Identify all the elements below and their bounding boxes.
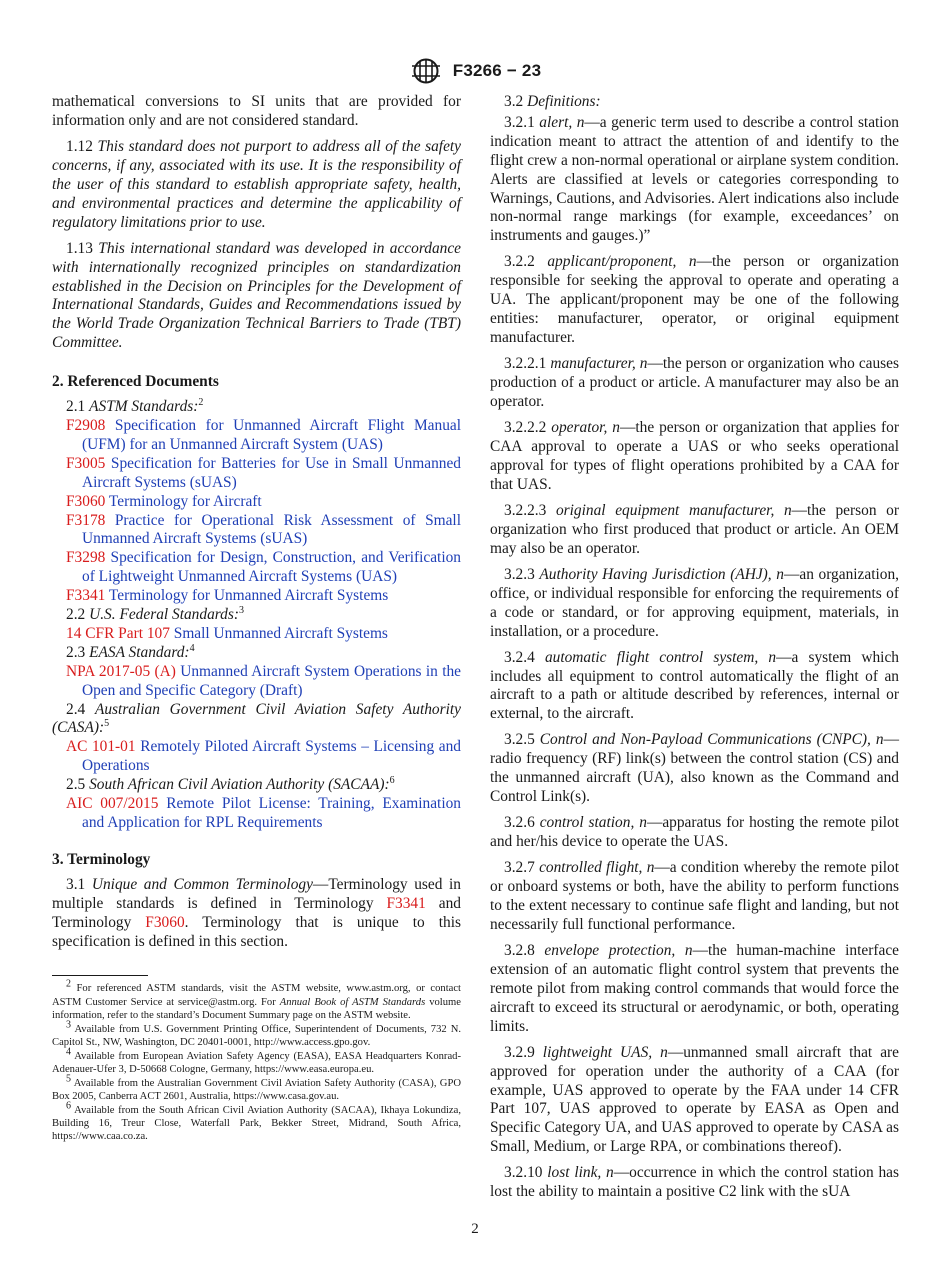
subsection-3-2: 3.2 Definitions: (504, 93, 601, 110)
reference-item[interactable]: AC 101-01 Remotely Piloted Aircraft Systems – Licensing and Operations (66, 738, 461, 775)
footnote-divider (52, 975, 148, 976)
reference-item[interactable]: F3341 Terminology for Unmanned Aircraft Systems (66, 587, 389, 605)
paragraph-text: This international standard was developed in accordance with internationally recognized principles on standardization established in the Decision on Principles for the Development of International Standards, Guides and Recommendations issued by the World Trade Organization Technical Barriers to Trade (TBT) Committee. (52, 239, 461, 352)
definition-item: 3.2.6 control station, n—apparatus for hosting the remote pilot and her/his device to operate the UAS. (490, 814, 899, 851)
reference-item[interactable]: F3005 Specification for Batteries for Use in Small Unmanned Aircraft Systems (sUAS) (66, 454, 461, 491)
definition-item: 3.2.2.2 operator, n—the person or organization that applies for CAA approval to operate a UAS or who seeks operational approval for types of flight operations prohibited by a CAA for that UAS. (490, 419, 899, 493)
subsection-2-2: 2.2 U.S. Federal Standards:$^3$ (66, 604, 244, 624)
footnote: $^6$ Available from the South African Civil Aviation Authority (SACAA), Ikhaya Lokundiza, Building 16, Treur Close, Waterfall Park, Bekker Street, Midrand, South Africa, https://www.caa.co.za. (52, 1100, 461, 1143)
definition-item: 3.2.9 lightweight UAS, n—unmanned small aircraft that are approved for operation under the authority of a CAA (for example, UAS approved to operate by the FAA under 14 CFR Part 107, UAS approved to operate by EASA as Open and Specific Category UA, and UAS approved to operate by CASA as Small, Medium, or Large RPA, or combinations thereof). (490, 1043, 899, 1156)
footnote-ref[interactable]: 6 (389, 775, 395, 787)
paragraph-1-13 (52, 240, 461, 353)
page-header (0, 57, 950, 85)
subsection-2-5: 2.5 South African Civil Aviation Authority (SACAA):$^6$ (66, 775, 395, 794)
definition-item: 3.2.8 envelope protection, n—the human-machine interface extension of an automatic flight control system that prevents the remote pilot from making control commands that would force the aircraft to exceed its structural or aerodynamic, or both, operating limits. (490, 942, 899, 1035)
terminology-link[interactable]: F3060 (145, 913, 185, 931)
definition-item: 3.2.7 controlled flight, n—a condition whereby the remote pilot or onboard systems or both, have the ability to perform functions to the extent necessary to continue safe flight and landing, but not necessarily full functional performance. (490, 859, 899, 933)
paragraph-number: 1.12 (66, 138, 98, 155)
reference-item[interactable]: NPA 2017-05 (A) Unmanned Aircraft System Operations in the Open and Specific Category (Draft) (66, 662, 461, 699)
definition-item: 3.2.2.3 original equipment manufacturer, n—the person or organization who first produced that product or article. An OEM may also be an operator. (490, 501, 899, 557)
reference-item[interactable]: F2908 Specification for Unmanned Aircraft Flight Manual (UFM) for an Unmanned Aircraft System (UAS) (66, 416, 461, 453)
paragraph-text: This standard does not purport to address all of the safety concerns, if any, associated with its use. It is the responsibility of the user of this standard to establish appropriate safety, health, and environmental practices and determine the applicability of regulatory limitations prior to use. (52, 138, 462, 231)
reference-item[interactable]: F3060 Terminology for Aircraft (66, 492, 262, 510)
definition-item: 3.2.2 applicant/proponent, n—the person or organization responsible for seeking the approval to operate and operating a UA. The applicant/proponent may be one of the following entities: manufacturer, operator, or original equipment manufacturer. (490, 253, 900, 347)
definition-item: 3.2.4 automatic flight control system, n—a system which includes all equipment to control automatically the flight of an aircraft to a path or altitude described by references, internal or external, to the aircraft. (490, 648, 899, 723)
section-heading-referenced-documents: 2. Referenced Documents (52, 373, 219, 391)
definition-item: 3.2.5 Control and Non-Payload Communications (CNPC), n—radio frequency (RF) link(s) between the control station (CS) and the unmanned aircraft (UA), also known as the Command and Control Link(s). (490, 731, 899, 806)
definition-item: 3.2.2.1 manufacturer, n—the person or organization who causes production of a product or article. A manufacturer may also be an operator. (490, 355, 899, 410)
astm-logo-icon (409, 57, 443, 85)
left-column (52, 93, 461, 1144)
subsection-2-3: 2.3 EASA Standard:$^4$ (66, 642, 195, 661)
reference-item[interactable]: 14 CFR Part 107 Small Unmanned Aircraft Systems (66, 624, 388, 642)
footnote: $^5$ Available from the Australian Government Civil Aviation Safety Authority (CASA), GPO Box 2005, Canberra ACT 2601, Australia, https://www.casa.gov.au. (52, 1073, 461, 1103)
standard-number: F3266 − 23 (452, 61, 542, 80)
subsection-2-1: 2.1 ASTM Standards:$^2$ (66, 396, 204, 416)
section-heading-terminology: 3. Terminology (52, 850, 151, 868)
right-column (490, 93, 899, 1202)
paragraph-3-1: 3.1 Unique and Common Terminology—Terminology used in multiple standards is defined in Terminology F3341 and Terminology F3060. Terminology that is unique to this specification is defined in this section. (52, 875, 461, 950)
footnotes (52, 978, 461, 1143)
footnote: $^2$ For referenced ASTM standards, visit the ASTM website, www.astm.org, or contact ASTM Customer Service at service@astm.org. For Annual Book of ASTM Standards volume information, refer to the standard’s Document Summary page on the ASTM website. (52, 978, 461, 1021)
paragraph-number: 1.13 (66, 239, 99, 257)
footnote: $^4$ Available from European Aviation Safety Agency (EASA), EASA Headquarters Konrad-Adenauer-Ufer 3, D-50668 Cologne, Germany, https://www.easa.europa.eu. (52, 1046, 461, 1075)
footnote-ref[interactable]: 4 (189, 642, 195, 654)
astm-reference-list (52, 417, 461, 606)
intro-paragraph: mathematical conversions to SI units that are provided for information only and are not considered standard. (52, 93, 461, 129)
footnote-ref[interactable]: 2 (198, 396, 204, 408)
page-number: 2 (471, 1221, 479, 1237)
footnote-ref[interactable]: 3 (239, 604, 244, 616)
reference-item[interactable]: AIC 007/2015 Remote Pilot License: Training, Examination and Application for RPL Requirements (66, 795, 461, 831)
reference-item[interactable]: F3298 Specification for Design, Construction, and Verification of Lightweight Unmanned Aircraft Systems (UAS) (66, 549, 461, 586)
definition-item: 3.2.1 alert, n—a generic term used to describe a control station indication meant to attract the attention of and identify to the flight crew a non-normal operational or airplane system condition. Alerts are classified at levels or categories corresponding to Warnings, Cautions, and Advisories. Alert indications also include non-normal range markings (for example, exceedances’ on instruments and gauges.)” (490, 113, 900, 245)
terminology-link[interactable]: F3341 (386, 894, 426, 912)
definition-item: 3.2.3 Authority Having Jurisdiction (AHJ), n—an organization, office, or individual responsible for enforcing the requirements of a code or standard, or for approving equipment, materials, in installation, or a procedure. (490, 565, 899, 640)
subsection-2-4: 2.4 Australian Government Civil Aviation Safety Authority (CASA):$^5$ (52, 700, 461, 737)
footnote-ref[interactable]: 5 (104, 718, 110, 730)
footnote: $^3$ Available from U.S. Government Printing Office, Superintendent of Documents, 732 N. Capitol St., NW, Washington, DC 20401-0001, http://www.access.gpo.gov. (52, 1019, 461, 1048)
reference-item[interactable]: F3178 Practice for Operational Risk Assessment of Small Unmanned Aircraft Systems (sUAS) (66, 511, 461, 548)
definition-item: 3.2.10 lost link, n—occurrence in which the control station has lost the ability to maintain a positive C2 link with the sUA (490, 1164, 899, 1201)
paragraph-1-12 (52, 138, 461, 233)
